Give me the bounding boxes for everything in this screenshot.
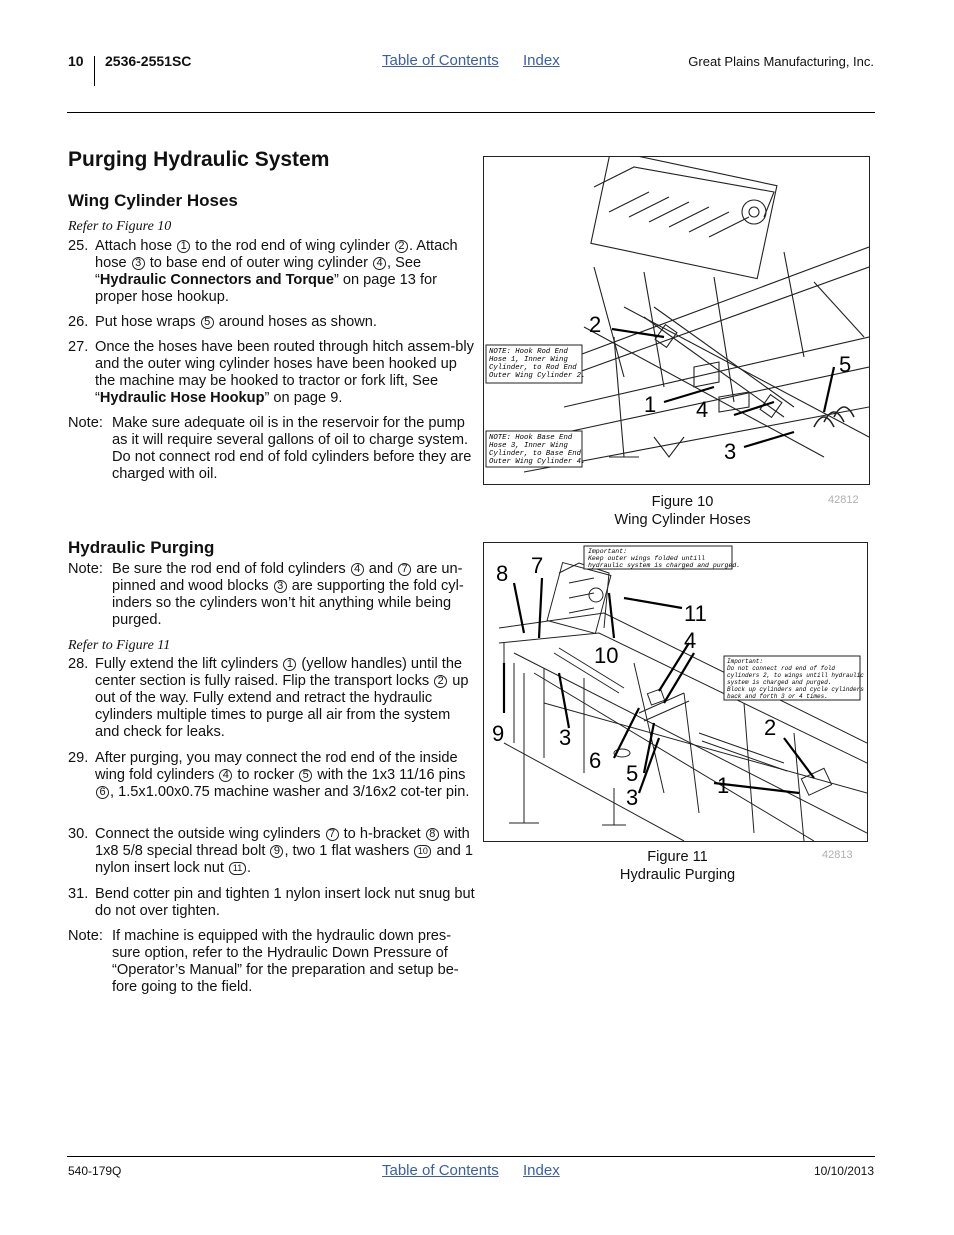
callout-8: 8 <box>496 561 509 586</box>
svg-text:Important:: Important: <box>588 548 628 555</box>
figure-10-id: 42812 <box>828 494 859 506</box>
svg-text:Cylinder, to Base End: Cylinder, to Base End <box>489 450 581 458</box>
svg-text:Important:: Important: <box>727 658 764 665</box>
step-number: 31. <box>68 886 89 902</box>
callout-4: 4 <box>684 628 697 653</box>
step-26: 26. Put hose wraps 5 around hoses as shown. <box>68 314 377 330</box>
callout-11: 11 <box>684 601 707 626</box>
note-label: Note: <box>68 561 103 577</box>
step-number: 26. <box>68 314 89 330</box>
figure-11-illustration <box>483 542 868 842</box>
step-25: 25. Attach hose 1 to the rod end of wing cylinder 2 . Attach hose 3 to base end of outer wing cylinder 4 , See “Hydraulic Connectors and Torque” on page 13 for proper hose hookup. <box>68 238 458 305</box>
header-rule <box>67 112 875 113</box>
step-30: 30. Connect the outside wing cylinders 7 to h-bracket 8 with 1x8 5/8 special thread bolt 9 , two 1 flat washers 10 and 1 nylon insert lock nut 11 . <box>68 826 473 876</box>
callout-circle: 11 <box>229 862 246 875</box>
callout-9: 9 <box>492 721 505 746</box>
note-oil <box>68 415 478 483</box>
callout-circle: 4 <box>351 563 364 576</box>
footer-date: 10/10/2013 <box>813 1164 874 1178</box>
callout-5: 5 <box>626 761 639 786</box>
callout-circle: 2 <box>395 240 408 253</box>
callout-1: 1 <box>717 773 730 798</box>
callout-circle: 7 <box>326 828 339 841</box>
section-heading-hydraulic-purging: Hydraulic Purging <box>68 538 215 557</box>
svg-text:Outer Wing Cylinder 4.: Outer Wing Cylinder 4. <box>489 458 586 466</box>
refer-figure-11: Refer to Figure 11 <box>68 638 171 653</box>
step-31: 31. Bend cotter pin and tighten 1 nylon insert lock nut snug but do not over tighten. <box>68 886 475 919</box>
footer-doc-number: 540-179Q <box>68 1164 122 1178</box>
figure-11-id: 42813 <box>822 849 853 861</box>
svg-text:NOTE: Hook Base End: NOTE: Hook Base End <box>489 434 573 442</box>
company-name: Great Plains Manufacturing, Inc. <box>688 54 874 69</box>
step-27: 27. Once the hoses have been routed through hitch assem-bly and the outer wing cylinder hoses have been hooked up the machine may be hooked to tractor or fork lift, See “Hydraulic Hose Hookup” on page 9. <box>68 339 474 406</box>
svg-text:system is charged and purged.: system is charged and purged. <box>727 679 832 686</box>
step-29: 29. After purging, you may connect the rod end of the inside wing fold cylinders 4 to rocker 5 with the 1x3 11/16 pins 6 , 1.5x1.00x0.75 machine washer and 3/16x2 cot-ter pin. <box>68 750 470 800</box>
figure-10-number: Figure 10 <box>651 494 714 510</box>
footer-toc-link[interactable]: Table of Contents <box>382 1162 499 1179</box>
callout-circle: 1 <box>177 240 190 253</box>
step-number: 25. <box>68 238 89 254</box>
callout-3b: 3 <box>626 785 639 810</box>
callout-10: 10 <box>594 643 619 668</box>
svg-text:Keep outer wings folded untill: Keep outer wings folded untill <box>588 555 706 562</box>
svg-text:cylinders 2, to wings untill h: cylinders 2, to wings untill hydraulic <box>727 672 864 679</box>
step-number: 30. <box>68 826 89 842</box>
header-index-link[interactable]: Index <box>523 52 560 69</box>
svg-text:Outer Wing Cylinder 2.: Outer Wing Cylinder 2. <box>489 372 586 380</box>
figure-11-number: Figure 11 <box>647 849 708 865</box>
svg-text:Cylinder, to Rod End: Cylinder, to Rod End <box>489 364 577 372</box>
callout-circle: 5 <box>299 769 312 782</box>
note-text: Make sure adequate oil is in the reservoir for the pump as it will require several gallons of oil to charge system. Do not connect rod end of fold cylinders before they are charged with oil. <box>112 415 472 482</box>
cross-reference: Hydraulic Hose Hookup <box>99 390 265 406</box>
svg-text:Hose 1, Inner Wing: Hose 1, Inner Wing <box>489 356 568 364</box>
callout-2: 2 <box>589 312 602 337</box>
page-number: 10 <box>68 53 84 69</box>
callout-3a: 3 <box>559 725 572 750</box>
callout-3: 3 <box>724 439 737 464</box>
wing-cylinder-drawing <box>484 157 869 484</box>
page-title: Purging Hydraulic System <box>68 148 330 171</box>
note-unpinned: Note: Be sure the rod end of fold cylinders 4 and 7 are un-pinned and wood blocks 3 are supporting the fold cyl-inders so the cylinders won’t hit anything while being purged. <box>68 561 464 628</box>
callout-circle: 8 <box>426 828 439 841</box>
figure-10-title: Wing Cylinder Hoses <box>614 512 751 528</box>
callout-5: 5 <box>839 352 852 377</box>
svg-text:back and forth 3 or 4 times.: back and forth 3 or 4 times. <box>727 693 828 700</box>
note-label: Note: <box>68 928 103 944</box>
svg-text:hydraulic system is charged an: hydraulic system is charged and purged. <box>588 562 741 569</box>
figure-11-title: Hydraulic Purging <box>619 867 736 883</box>
footer-index-link[interactable]: Index <box>523 1162 560 1179</box>
svg-text:NOTE: Hook Rod End: NOTE: Hook Rod End <box>489 348 568 356</box>
step-number: 29. <box>68 750 89 766</box>
callout-7: 7 <box>531 553 544 578</box>
callout-circle: 3 <box>274 580 287 593</box>
svg-text:Hose 3, Inner Wing: Hose 3, Inner Wing <box>489 442 568 450</box>
section-heading-wing-cylinder-hoses: Wing Cylinder Hoses <box>68 191 238 210</box>
footer-rule <box>67 1156 875 1157</box>
callout-4: 4 <box>696 397 709 422</box>
refer-figure-10: Refer to Figure 10 <box>68 219 172 234</box>
figure-10-illustration <box>483 156 870 485</box>
note-text: If machine is equipped with the hydraulic down pres-sure option, refer to the Hydraulic Down Pressure of “Operator’s Manual” for the preparation and setup be-fore going to the field. <box>112 928 459 995</box>
figure-11-caption <box>565 848 790 884</box>
callout-circle: 1 <box>283 658 296 671</box>
callout-circle: 4 <box>373 257 386 270</box>
callout-circle: 4 <box>219 769 232 782</box>
callout-circle: 3 <box>132 257 145 270</box>
step-number: 28. <box>68 656 89 672</box>
step-number: 27. <box>68 339 89 355</box>
callout-circle: 6 <box>96 786 109 799</box>
callout-circle: 5 <box>201 316 214 329</box>
callout-6: 6 <box>589 748 602 773</box>
header-toc-link[interactable]: Table of Contents <box>382 52 499 69</box>
callout-2: 2 <box>764 715 777 740</box>
callout-circle: 10 <box>414 845 431 858</box>
document-id: 2536-2551SC <box>105 53 192 69</box>
hydraulic-purging-drawing <box>484 543 867 841</box>
callout-circle: 7 <box>398 563 411 576</box>
callout-circle: 9 <box>270 845 283 858</box>
cross-reference: Hydraulic Connectors and Torque <box>99 272 334 288</box>
header-divider <box>94 56 95 86</box>
step-28: 28. Fully extend the lift cylinders 1 (yellow handles) until the center section is fully raised. Flip the transport locks 2 up out of the way. Fully extend and retract the hydraulic cylinders multiple times to purge all air from the system and check for leaks. <box>68 656 469 740</box>
svg-text:Block up cylinders and cycle c: Block up cylinders and cycle cylinders <box>727 686 864 693</box>
callout-1: 1 <box>644 392 657 417</box>
callout-circle: 2 <box>434 675 447 688</box>
note-down-pressure <box>68 928 478 996</box>
svg-text:Do not connect rod end of fold: Do not connect rod end of fold <box>727 665 836 672</box>
note-label: Note: <box>68 415 103 431</box>
figure-10-caption <box>570 493 795 529</box>
